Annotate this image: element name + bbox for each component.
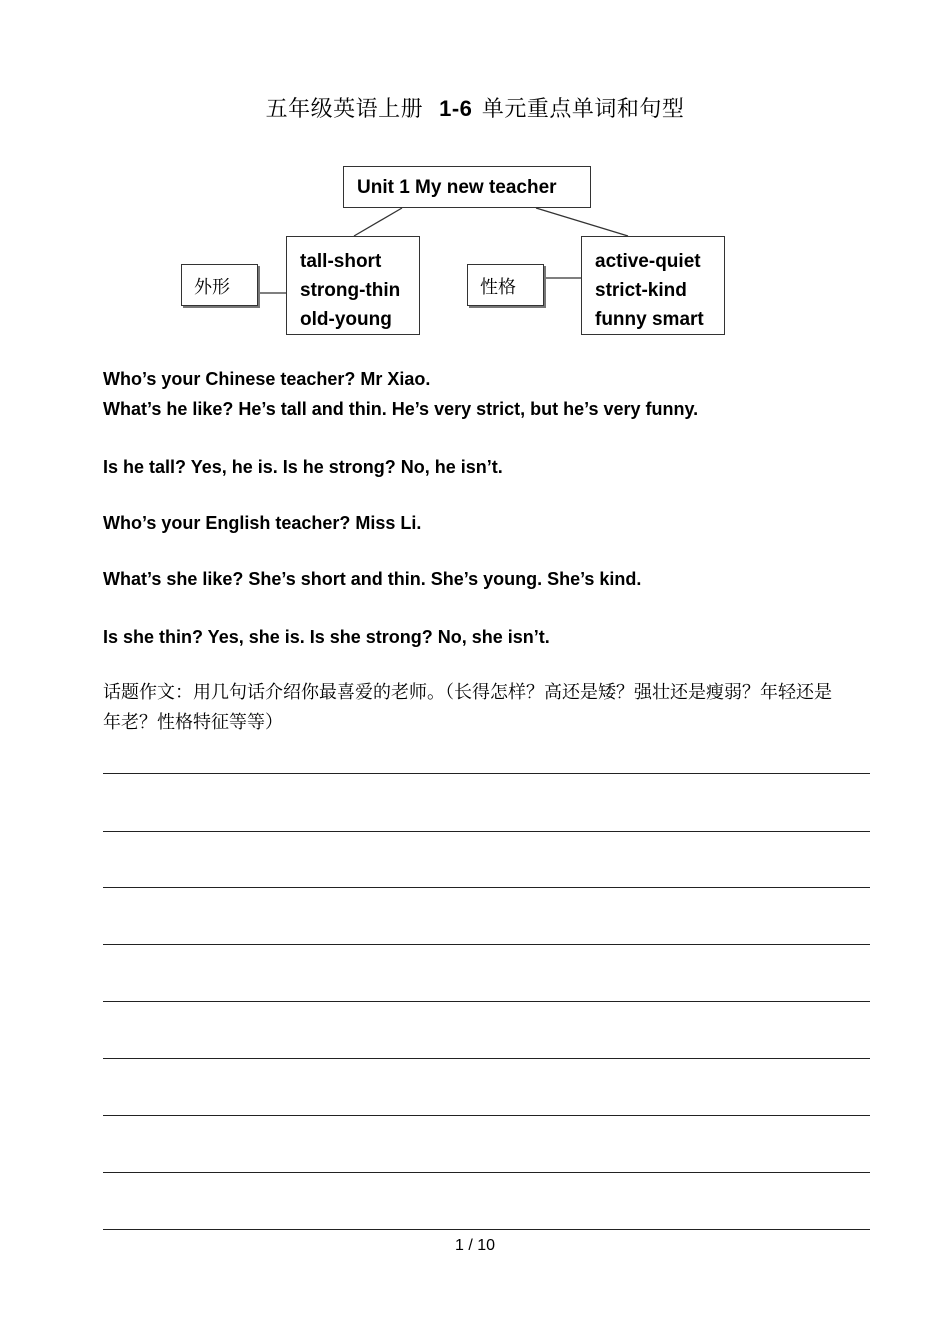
writing-line[interactable] <box>103 1001 870 1002</box>
appearance-tag-label: 外形 <box>194 277 230 298</box>
sentence: Who’s your Chinese teacher? Mr Xiao. <box>103 369 431 389</box>
appearance-word: old-young <box>300 309 392 330</box>
writing-line[interactable] <box>103 1172 870 1173</box>
sentence: Who’s your English teacher? Miss Li. <box>103 513 422 533</box>
sentence: What’s he like? He’s tall and thin. He’s very strict, but he’s very funny. <box>103 399 699 419</box>
title-suffix: 单元重点单词和句型 <box>481 97 685 122</box>
unit-title-label: Unit 1 My new teacher <box>357 177 557 198</box>
title-unit-range: 1-6 <box>439 96 473 121</box>
writing-line[interactable] <box>103 773 870 774</box>
title-prefix: 五年级英语上册 <box>265 97 424 122</box>
personality-tag <box>467 264 544 306</box>
personality-word: funny smart <box>595 309 704 330</box>
essay-prompt: 话题作文：用几句话介绍你最喜爱的老师。（长得怎样？高还是矮？强壮还是瘦弱？年轻还是年老？性格特征等等） <box>103 682 832 733</box>
personality-word: strict-kind <box>595 280 687 301</box>
sentence: What’s she like? She’s short and thin. She’s young. She’s kind. <box>103 569 642 589</box>
writing-line[interactable] <box>103 1058 870 1059</box>
page-indicator: 1 / 10 <box>454 1237 496 1254</box>
writing-line[interactable] <box>103 1229 870 1230</box>
personality-words-box <box>581 236 725 335</box>
appearance-tag <box>181 264 258 306</box>
appearance-words-box <box>286 236 420 335</box>
sentence: Is she thin? Yes, she is. Is she strong? No, she isn’t. <box>103 627 550 647</box>
sentence: Is he tall? Yes, he is. Is he strong? No, he isn’t. <box>103 457 503 477</box>
writing-line[interactable] <box>103 887 870 888</box>
writing-line[interactable] <box>103 944 870 945</box>
personality-word: active-quiet <box>595 251 701 272</box>
personality-tag-label: 性格 <box>480 277 516 298</box>
writing-line[interactable] <box>103 831 870 832</box>
unit-title-box <box>343 166 591 208</box>
writing-line[interactable] <box>103 1115 870 1116</box>
appearance-word: tall-short <box>300 251 382 272</box>
appearance-word: strong-thin <box>300 280 401 301</box>
